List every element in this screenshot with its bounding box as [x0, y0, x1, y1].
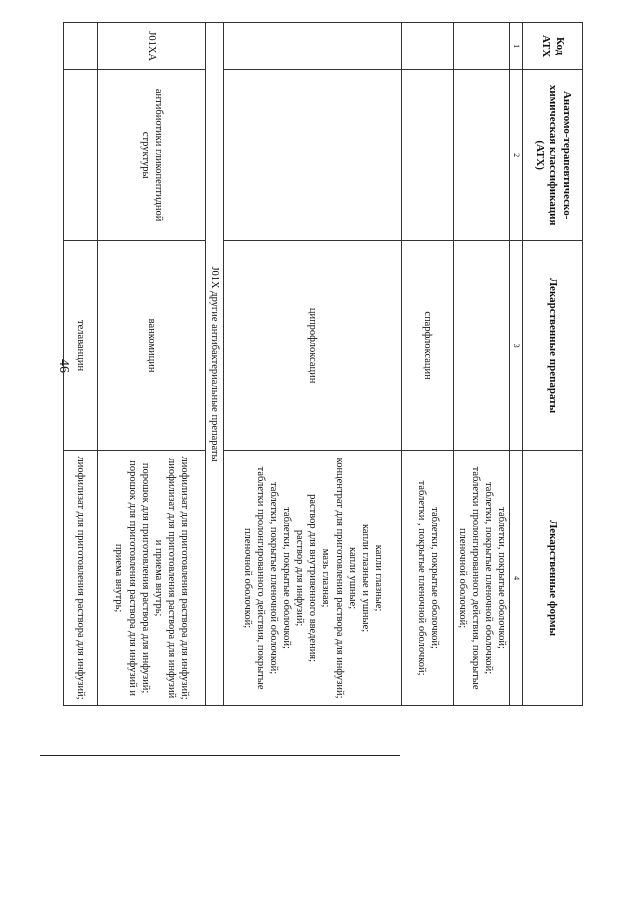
page-number: 46 [56, 359, 71, 373]
header-drugs: Лекарственные препараты [522, 241, 582, 451]
table-row [402, 23, 454, 706]
bottom-divider-line [40, 755, 400, 756]
table-row [224, 23, 402, 706]
drug-name: ципрофлоксацин [224, 241, 402, 451]
header-code: Код АТХ [522, 23, 582, 70]
header-classification: Анатомо-терапевтическо-химическая классификация (АТХ) [522, 70, 582, 241]
table-rotated-container [63, 22, 583, 706]
drug-forms-cell: таблетки, покрытые оболочкой; таблетки , покрытые пленочной оболочкой; [402, 451, 454, 706]
section-title: J01X другие антибактериальные препараты [206, 23, 224, 706]
column-number-3: 3 [509, 241, 522, 451]
drug-forms-cell: лиофилизат для приготовления раствора для инфузий; [64, 451, 98, 706]
table-row [454, 23, 510, 706]
drug-name: ванкомицин [98, 241, 206, 451]
column-number-1: 1 [509, 23, 522, 70]
drug-forms-cell: лиофилизат для приготовления раствора для инфузий; лиофилизат для приготовления раствора для инфузий и приема внутрь; порошок для приготовления раствора для инфузий; порошок для приготовления раствора для инфузий и приема внутрь; [98, 451, 206, 706]
drug-forms-cell: капли глазные; капли глазные и ушные; капли ушные; концентрат для приготовления раствора для инфузий; мазь глазная; раствор для внутривенного введения; раствор для инфузий; таблетки, покрытые оболочкой; таблетки, покрытые пленочной оболочкой; таблетки пролонгированного действия, покрытые пленочной оболочкой; [224, 451, 402, 706]
atc-code: J01XA [98, 23, 206, 70]
header-row [522, 23, 582, 706]
section-row [206, 23, 224, 706]
column-number-row [509, 23, 522, 706]
drug-name: спарфлоксацин [402, 241, 454, 451]
classification-name: антибиотики гликопептидной структуры [98, 70, 206, 241]
table-row [98, 23, 206, 706]
drug-classification-table [63, 22, 583, 706]
header-forms: Лекарственные формы [522, 451, 582, 706]
column-number-4: 4 [509, 451, 522, 706]
table-row [64, 23, 98, 706]
column-number-2: 2 [509, 70, 522, 241]
drug-forms-cell: таблетки, покрытые оболочкой; таблетки, покрытые пленочной оболочкой; таблетки пролонгированного действия, покрытые пленочной оболочкой; [454, 451, 510, 706]
drug-name: телаванцин [64, 241, 98, 451]
